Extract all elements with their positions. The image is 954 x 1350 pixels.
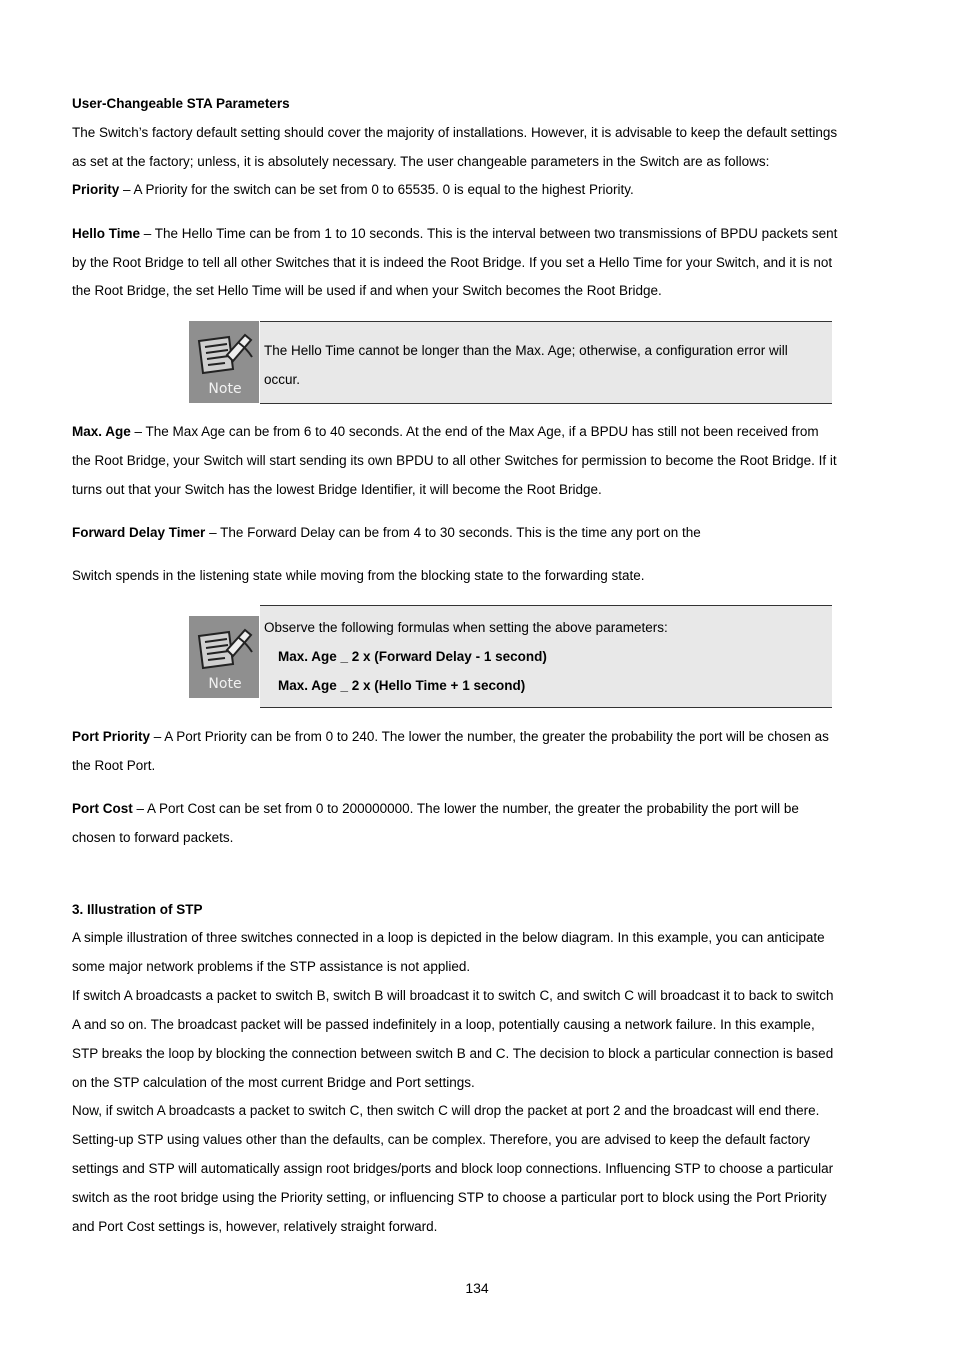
- hello-time-line-2: by the Root Bridge to tell all other Switches that it is indeed the Root Bridge. If you set a Hello Time for your Switch, and it is not: [72, 255, 833, 270]
- port-priority-term: Port Priority: [72, 729, 151, 744]
- forward-delay-text-1: – The Forward Delay can be from 4 to 30 seconds. This is the time any port on the: [205, 525, 701, 540]
- forward-delay-term: Forward Delay Timer: [72, 525, 206, 540]
- stp-line-2: some major network problems if the STP assistance is not applied.: [72, 959, 471, 974]
- stp-line-9: settings and STP will automatically assign root bridges/ports and block loop connections. Influencing STP to choose a particular: [72, 1161, 834, 1176]
- port-cost-text-1: – A Port Cost can be set from 0 to 200000000. The lower the number, the greater the probability the port will be: [132, 801, 799, 816]
- note-icon-label-2: Note: [208, 676, 242, 692]
- port-priority-line-1: [72, 722, 888, 751]
- stp-line-10: switch as the root bridge using the Priority setting, or influencing STP to choose a particular port to block using the Port Priority: [72, 1190, 827, 1205]
- stp-line-7: Now, if switch A broadcasts a packet to switch C, then switch C will drop the packet at port 2 and the broadcast will end there.: [72, 1103, 820, 1118]
- note-box-2: [260, 605, 832, 708]
- stp-line-5: STP breaks the loop by blocking the connection between switch B and C. The decision to block a particular connection is based: [72, 1046, 834, 1061]
- forward-delay-line-2: Switch spends in the listening state while moving from the blocking state to the forwarding state.: [72, 568, 645, 583]
- forward-delay-line-1: [72, 518, 888, 547]
- stp-line-1: A simple illustration of three switches connected in a loop is depicted in the below diagram. In this example, you can anticipate: [72, 930, 825, 945]
- note-text-line-2: occur.: [264, 372, 301, 387]
- port-priority-text-1: – A Port Priority can be from 0 to 240. The lower the number, the greater the probability the port will be chosen as: [150, 729, 829, 744]
- port-cost-line-2: chosen to forward packets.: [72, 830, 234, 845]
- section-heading-sta-parameters: User-Changeable STA Parameters: [72, 96, 290, 111]
- stp-line-11: and Port Cost settings is, however, relatively straight forward.: [72, 1219, 438, 1234]
- stp-line-6: on the STP calculation of the most current Bridge and Port settings.: [72, 1075, 475, 1090]
- priority-paragraph: [72, 175, 888, 204]
- stp-line-3: If switch A broadcasts a packet to switch B, switch B will broadcast it to switch C, and switch C will broadcast it to back to switch: [72, 988, 834, 1003]
- section-heading-illustration: 3. Illustration of STP: [72, 902, 203, 917]
- max-age-line-1: [72, 417, 888, 446]
- page-number: 134: [465, 1280, 489, 1296]
- max-age-text-1: – The Max Age can be from 6 to 40 seconds. At the end of the Max Age, if a BPDU has still not been received from: [130, 424, 819, 439]
- note-text-line-1: The Hello Time cannot be longer than the Max. Age; otherwise, a configuration error will: [264, 343, 788, 358]
- stp-line-8: Setting-up STP using values other than the defaults, can be complex. Therefore, you are advised to keep the default factory: [72, 1132, 810, 1147]
- note-box: [260, 321, 832, 404]
- priority-term: Priority: [72, 182, 120, 197]
- note2-formula-2: Max. Age _ 2 x (Hello Time + 1 second): [278, 678, 526, 693]
- hello-time-term: Hello Time: [72, 226, 141, 241]
- hello-time-line-3: the Root Bridge, the set Hello Time will be used if and when your Switch becomes the Root Bridge.: [72, 283, 662, 298]
- note2-text-line-1: Observe the following formulas when setting the above parameters:: [264, 620, 668, 635]
- note-icon: [189, 321, 259, 403]
- stp-line-4: A and so on. The broadcast packet will be passed indefinitely in a loop, potentially causing a network failure. In this example,: [72, 1017, 815, 1032]
- max-age-line-2: the Root Bridge, your Switch will start sending its own BPDU to all other Switches for permission to become the Root Bridge. If it: [72, 453, 837, 468]
- max-age-term: Max. Age: [72, 424, 131, 439]
- hello-time-text-1: – The Hello Time can be from 1 to 10 seconds. This is the interval between two transmissions of BPDU packets sent: [140, 226, 838, 241]
- hello-time-line-1: [72, 219, 888, 248]
- intro-line-1: The Switch’s factory default setting should cover the majority of installations. However, it is advisable to keep the default settings: [72, 125, 838, 140]
- priority-text: – A Priority for the switch can be set from 0 to 65535. 0 is equal to the highest Priority.: [119, 182, 634, 197]
- note-icon-label: Note: [208, 381, 242, 397]
- intro-line-2: as set at the factory; unless, it is absolutely necessary. The user changeable parameters in the Switch are as follows:: [72, 154, 770, 169]
- port-cost-line-1: [72, 794, 888, 823]
- max-age-line-3: turns out that your Switch has the lowest Bridge Identifier, it will become the Root Bridge.: [72, 482, 602, 497]
- port-cost-term: Port Cost: [72, 801, 133, 816]
- note-icon-2: [189, 616, 259, 698]
- port-priority-line-2: the Root Port.: [72, 758, 156, 773]
- note2-formula-1: Max. Age _ 2 x (Forward Delay - 1 second): [278, 649, 547, 664]
